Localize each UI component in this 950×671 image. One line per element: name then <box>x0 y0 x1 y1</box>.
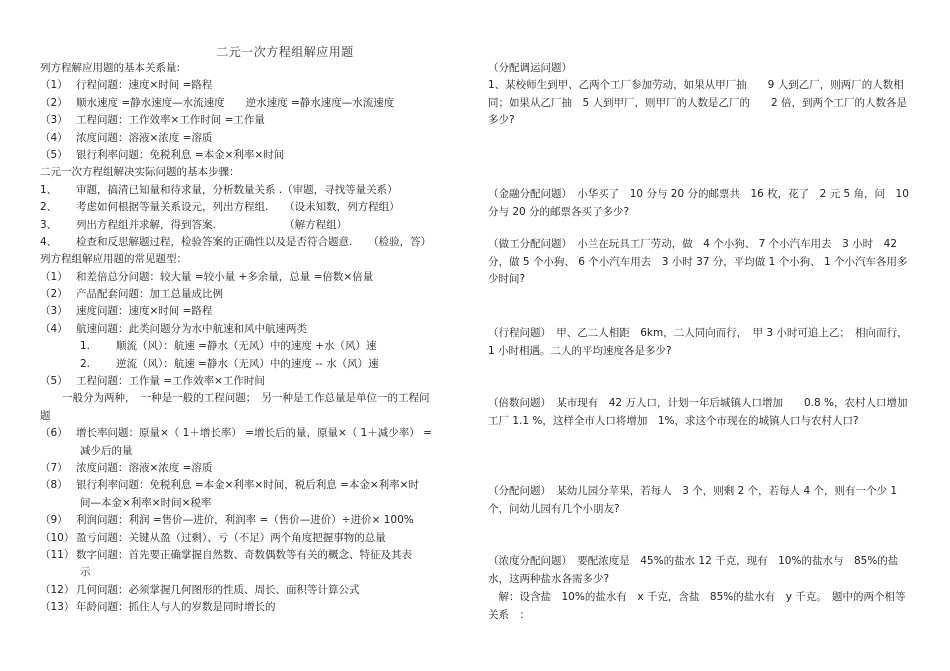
line-number: （13） <box>40 601 75 614</box>
line-text: 几何问题：必须掌握几何图形的性质、周长、面积等计算公式 <box>76 583 360 596</box>
left-line <box>40 130 472 147</box>
line-number: （3） <box>40 114 68 127</box>
line-number: 2、 <box>40 201 58 214</box>
left-line <box>40 77 472 94</box>
line-number: （3） <box>40 305 68 318</box>
line-number: 1、 <box>40 183 58 196</box>
line-text: 考虑如何根据等量关系设元，列出方程组. （设未知数，列方程组） <box>76 201 400 214</box>
problem-text: 1、某校师生到甲、乙两个工厂参加劳动，如果从甲厂抽 9 人到乙厂，则两厂的人数相同；如果从乙厂抽 5 人到甲厂，则甲厂的人数是乙厂的 2 倍，到两个工厂的人数各是多少? <box>488 79 908 127</box>
line-text: 逆流（风）：航速 =静水（无风）中的速度 -- 水（风）速 <box>116 357 379 370</box>
problem-text: （分配问题） 某幼儿园分苹果，若每人 3 个，则剩 2 个，若每人 4 个，则有一个少 1 个，问幼儿园有几个小朋友? <box>488 485 897 515</box>
line-number: （7） <box>40 461 68 474</box>
line-number: （5） <box>40 375 68 388</box>
problem-text: （金融分配问题） 小华买了 10 分与 20 分的邮票共 16 枚，花了 2 元 5 角，问 10 分与 20 分的邮票各买了多少? <box>488 188 909 218</box>
line-text: 一般分为两种， 一种是一般的工程问题； 另一种是工作总量是单位一的工程问 <box>62 392 430 405</box>
line-text: 速度问题：速度×时间 =路程 <box>76 305 213 318</box>
line-text: 二元一次方程组解决实际问题的基本步骤： <box>40 166 240 179</box>
left-line <box>40 60 472 77</box>
line-text: 利润问题：利润 =售价—进价，利润率 =（售价—进价）÷进价× 100% <box>76 514 414 527</box>
left-line <box>40 182 472 199</box>
left-line <box>40 286 472 303</box>
left-line <box>40 408 472 425</box>
line-text: 顺流（风）：航速 =静水（无风）中的速度 +水（风）速 <box>116 340 377 353</box>
left-line <box>40 460 472 477</box>
line-text: 银行利率问题：免税利息 =本金×利率×时间，税后利息 =本金×利率×时 <box>76 479 419 492</box>
line-number: （5） <box>40 148 68 161</box>
problem-text: （倍数问题） 某市现有 42 万人口，计划一年后城镇人口增加 0.8 %，农村人口增加工厂 1.1 %，这样全市人口将增加 1%，求这个市现在的城镇人口与农村人口? <box>488 397 908 427</box>
line-text: 航速问题：此类问题分为水中航速和风中航速两类 <box>76 322 307 335</box>
line-text: 顺水速度 =静水速度—水流速度 逆水速度 =静水速度—水流速度 <box>76 96 395 109</box>
left-line <box>40 217 472 234</box>
left-line <box>40 303 472 320</box>
problem-text: （做工分配问题） 小兰在玩具工厂劳动，做 4 个小狗、 7 个小汽车用去 3 小时 42 分，做 5 个小狗、 6 个小汽车用去 3 小时 37 分，平均做 1 个小狗、 1 个小汽车各用多少时间? <box>488 238 908 286</box>
problem-text: （行程问题） 甲、乙二人相距 6km，二人同向而行， 甲 3 小时可追上乙； 相向而行，1 小时相遇。二人的平均速度各是多少? <box>488 327 908 357</box>
left-line <box>40 321 472 338</box>
problem-text: （分配调运问题） <box>488 62 572 74</box>
problem-text: 解：设含盐 10%的盐水有 x 千克，含盐 85%的盐水有 y 千克。 题中的两个相等关系 ： <box>488 591 906 621</box>
left-line <box>40 530 472 547</box>
line-text: 年龄问题：抓住人与人的岁数是同时增长的 <box>76 601 276 614</box>
left-line <box>40 147 472 164</box>
line-number: （12） <box>40 583 75 596</box>
line-number: 3、 <box>40 218 58 231</box>
left-line <box>40 425 472 442</box>
line-number: （8） <box>40 479 68 492</box>
left-line <box>40 112 472 129</box>
line-text: 数字问题：首先要正确掌握自然数、奇数偶数等有关的概念、特征及其表 <box>76 548 412 561</box>
line-text: 银行利率问题：免税利息 =本金×利率×时间 <box>76 148 285 161</box>
left-line <box>40 269 472 286</box>
line-text: 浓度问题：溶液×浓度 =溶质 <box>76 131 213 144</box>
line-text: 检查和反思解题过程，检验答案的正确性以及是否符合题意. （检验，答） <box>76 235 432 248</box>
left-line <box>40 477 472 494</box>
left-line <box>40 251 472 268</box>
line-number: （2） <box>40 96 68 109</box>
line-number: （4） <box>40 131 68 144</box>
left-line <box>40 199 472 216</box>
left-line <box>40 164 472 181</box>
left-line <box>40 373 472 390</box>
line-number: （2） <box>40 288 68 301</box>
line-number: 4、 <box>40 235 58 248</box>
problem-text: （浓度分配问题） 要配浓度是 45%的盐水 12 千克，现有 10%的盐水与 85%的盐水，这两种盐水各需多少? <box>488 555 899 585</box>
line-number: （4） <box>40 322 68 335</box>
line-text: 工程问题：工作效率×工作时间 =工作量 <box>76 114 265 127</box>
line-text: 列出方程组并求解，得到答案. （解方程组） <box>76 218 348 231</box>
line-number: （9） <box>40 514 68 527</box>
left-line <box>40 564 472 581</box>
line-number: （6） <box>40 427 68 440</box>
line-number: 1. <box>80 340 91 353</box>
line-text: 浓度问题：溶液×浓度 =溶质 <box>76 461 213 474</box>
line-number: （10） <box>40 531 75 544</box>
line-number: （1） <box>40 270 68 283</box>
line-text: 减少后的量 <box>80 444 133 457</box>
line-text: 工程问题：工作量 =工作效率×工作时间 <box>76 375 265 388</box>
line-text: 列方程组解应用题的常见题型： <box>40 253 187 266</box>
line-number: 2. <box>80 357 91 370</box>
left-line <box>40 495 472 512</box>
line-text: 产品配套问题：加工总量成比例 <box>76 288 223 301</box>
line-number: （1） <box>40 79 68 92</box>
line-text: 间—本金×利率×时间×税率 <box>80 496 212 509</box>
left-line <box>40 234 472 251</box>
page-title: 二元一次方程组解应用题 <box>216 45 354 59</box>
left-line <box>40 338 472 355</box>
line-text: 题 <box>40 409 51 422</box>
left-line <box>40 356 472 373</box>
left-line <box>40 547 472 564</box>
line-text: 盈亏问题：关键从盈（过剩）、亏（不足）两个角度把握事物的总量 <box>76 531 386 544</box>
line-text: 审题，搞清已知量和待求量，分析数量关系 .（审题，寻找等量关系） <box>76 183 398 196</box>
line-text: 增长率问题：原量×（ 1＋增长率） =增长后的量，原量×（ 1＋减少率） = <box>76 427 432 440</box>
line-text: 和差倍总分问题：较大量 =较小量 +多余量，总量 =倍数×倍量 <box>76 270 374 283</box>
left-line <box>40 95 472 112</box>
left-column <box>40 60 472 617</box>
line-text: 行程问题：速度×时间 =路程 <box>76 79 213 92</box>
line-text: 列方程解应用题的基本关系量: <box>40 62 181 74</box>
line-text: 示 <box>80 566 91 579</box>
line-number: （11） <box>40 548 75 561</box>
left-line <box>40 599 472 616</box>
left-line <box>40 582 472 599</box>
left-line <box>40 390 472 407</box>
left-line <box>40 512 472 529</box>
left-line <box>40 443 472 460</box>
